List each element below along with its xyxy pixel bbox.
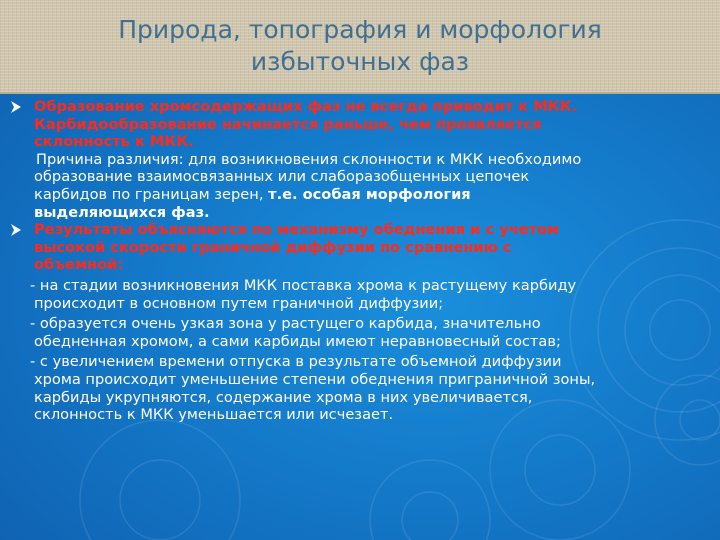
block1-line-3: склонность к МКК. xyxy=(34,133,194,151)
block5-line-2: обедненная хромом, а сами карбиды имеют неравновесный состав; xyxy=(34,332,561,350)
block4-line-1: - на стадии возникновения МКК поставка хрома к растущему карбиду xyxy=(30,276,577,294)
block1-line-1: Образование хромсодержащих фаз не всегда приводит к МКК. xyxy=(14,98,714,116)
block3-line-1: Результаты объясняются по механизму обеднения и с учетом xyxy=(14,221,714,239)
block2-line-3: карбидов по границам зерен, т.е. особая морфология xyxy=(34,185,471,203)
block3-line-2: высокой скорости граничной диффузии по сравнению с xyxy=(34,238,512,256)
title-line-1: Природа, топография и морфология xyxy=(118,15,602,44)
block6-line-3: карбиды укрупняются, содержание хрома в них увеличивается, xyxy=(34,388,533,406)
block2-line-4: выделяющихся фаз. xyxy=(34,203,210,221)
slide-title xyxy=(60,14,660,78)
arrow-bullet-icon xyxy=(10,222,22,238)
block3-line-3: объемной: xyxy=(34,256,124,274)
block2-line-1: Причина различия: для возникновения склонности к МКК необходимо xyxy=(36,150,582,168)
block6-line-4: склонность к МКК уменьшается или исчезает. xyxy=(34,406,394,424)
block6-line-1: - с увеличением времени отпуска в результате объемной диффузии xyxy=(30,353,562,371)
block5-line-1: - образуется очень узкая зона у растущего карбида, значительно xyxy=(30,315,541,333)
slide-body xyxy=(14,98,714,424)
block2-line-2: образование взаимосвязанных или слаборазобщенных цепочек xyxy=(34,168,530,186)
arrow-bullet-icon xyxy=(10,99,22,115)
block4-line-2: происходит в основном путем граничной диффузии; xyxy=(34,294,444,312)
block6-line-2: хрома происходит уменьшение степени обеднения приграничной зоны, xyxy=(34,370,596,388)
block1-line-2: Карбидообразование начинается раньше, чем проявляется xyxy=(34,115,542,133)
title-line-2: избыточных фаз xyxy=(250,47,470,76)
